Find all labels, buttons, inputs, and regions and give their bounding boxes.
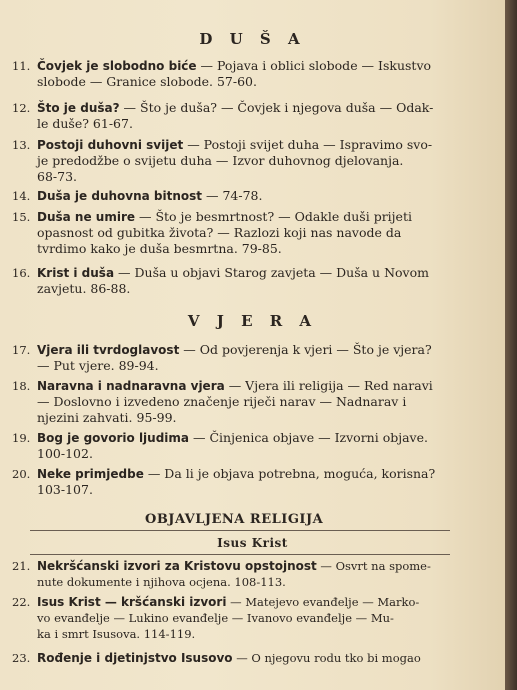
page-shadow-edge <box>505 0 517 690</box>
entry-text: — Što je duša? — Čovjek i njegova duša — Odak- <box>119 100 434 115</box>
toc-entry-21 <box>12 558 472 590</box>
entry-number: 16. <box>12 266 31 280</box>
section-heading-dusa: D U Š A <box>199 30 306 48</box>
entry-text: — O njegovu rodu tko bi mogao <box>232 651 421 665</box>
toc-entry-18 <box>12 378 472 426</box>
entry-number: 12. <box>12 101 31 115</box>
divider-line <box>30 554 450 555</box>
entry-text: ka i smrt Isusova. 114-119. <box>37 627 196 641</box>
entry-text: — Od povjerenja k vjeri — Što je vjera? <box>179 342 432 357</box>
entry-text: — Da li je objava potrebna, moguća, korisna? <box>143 466 436 481</box>
entry-text: njezini zahvati. 95-99. <box>37 410 177 425</box>
entry-number: 20. <box>12 467 31 481</box>
entry-number: 13. <box>12 138 31 152</box>
entry-title: Duša ne umire <box>37 210 135 224</box>
entry-number: 21. <box>12 559 31 573</box>
toc-entry-14 <box>12 188 472 204</box>
toc-entry-22 <box>12 594 472 642</box>
entry-title: Bog je govorio ljudima <box>37 431 190 445</box>
entry-text: nute dokumente i njihova ocjena. 108-113. <box>37 575 286 589</box>
entry-title: Postoji duhovni svijet <box>37 138 184 152</box>
entry-number: 14. <box>12 189 31 203</box>
entry-text: 68-73. <box>37 169 78 184</box>
entry-text: — Duša u objavi Starog zavjeta — Duša u Novom <box>114 265 429 280</box>
entry-text: — Matejevo evanđelje — Marko- <box>226 595 420 609</box>
toc-entry-23 <box>12 650 472 666</box>
entry-text: 103-107. <box>37 482 93 497</box>
entry-title: Nekršćanski izvori za Kristovu opstojnost <box>37 559 317 573</box>
entry-text: — Osvrt na spome- <box>316 559 431 573</box>
entry-text: — Put vjere. 89-94. <box>37 358 159 373</box>
entry-text: — Činjenica objave — Izvorni objave. <box>189 430 428 445</box>
section-heading-objavljena-religija: OBJAVLJENA RELIGIJA <box>145 512 324 527</box>
entry-number: 23. <box>12 651 31 665</box>
entry-text: zavjetu. 86-88. <box>37 281 131 296</box>
entry-text: — Pojava i oblici slobode — Iskustvo <box>196 58 432 73</box>
entry-title: Duša je duhovna bitnost <box>37 189 203 203</box>
entry-text: je predodžbe o svijetu duha — Izvor duhovnog djelovanja. <box>37 153 404 168</box>
entry-number: 18. <box>12 379 31 393</box>
divider-line <box>30 530 450 531</box>
toc-entry-11 <box>12 58 472 90</box>
toc-entry-16 <box>12 265 472 297</box>
entry-title: Isus Krist — kršćanski izvori <box>37 595 227 609</box>
entry-text: slobode — Granice slobode. 57-60. <box>37 74 257 89</box>
entry-number: 15. <box>12 210 31 224</box>
toc-entry-20 <box>12 466 472 498</box>
entry-title: Čovjek je slobodno biće <box>37 59 197 73</box>
entry-number: 17. <box>12 343 31 357</box>
entry-title: Neke primjedbe <box>37 467 144 481</box>
toc-entry-15 <box>12 209 472 257</box>
entry-title: Krist i duša <box>37 266 115 280</box>
entry-text: — Vjera ili religija — Red naravi <box>224 378 433 393</box>
entry-text: vo evanđelje — Lukino evanđelje — Ivanovo evanđelje — Mu- <box>37 611 394 625</box>
entry-text: tvrdimo kako je duša besmrtna. 79-85. <box>37 241 282 256</box>
entry-text: 100-102. <box>37 446 93 461</box>
entry-text: — 74-78. <box>202 188 263 203</box>
toc-entry-17 <box>12 342 472 374</box>
entry-text: le duše? 61-67. <box>37 116 133 131</box>
entry-title: Što je duša? <box>37 101 120 115</box>
entry-title: Naravna i nadnaravna vjera <box>37 379 225 393</box>
section-heading-vjera: V J E R A <box>187 312 318 330</box>
entry-number: 11. <box>12 59 31 73</box>
entry-number: 19. <box>12 431 31 445</box>
subsection-heading-isus-krist: Isus Krist <box>217 536 288 550</box>
entry-text: — Doslovno i izvedeno značenje riječi narav — Nadnarav i <box>37 394 407 409</box>
toc-entry-19 <box>12 430 472 462</box>
entry-title: Vjera ili tvrdoglavost <box>37 343 180 357</box>
toc-entry-12 <box>12 100 472 132</box>
entry-number: 22. <box>12 595 31 609</box>
entry-text: — Postoji svijet duha — Ispravimo svo- <box>183 137 433 152</box>
entry-text: opasnost od gubitka života? — Razlozi koji nas navode da <box>37 225 402 240</box>
entry-title: Rođenje i djetinjstvo Isusovo <box>37 651 233 665</box>
toc-entry-13 <box>12 137 472 185</box>
entry-text: — Što je besmrtnost? — Odakle duši prijeti <box>135 209 412 224</box>
